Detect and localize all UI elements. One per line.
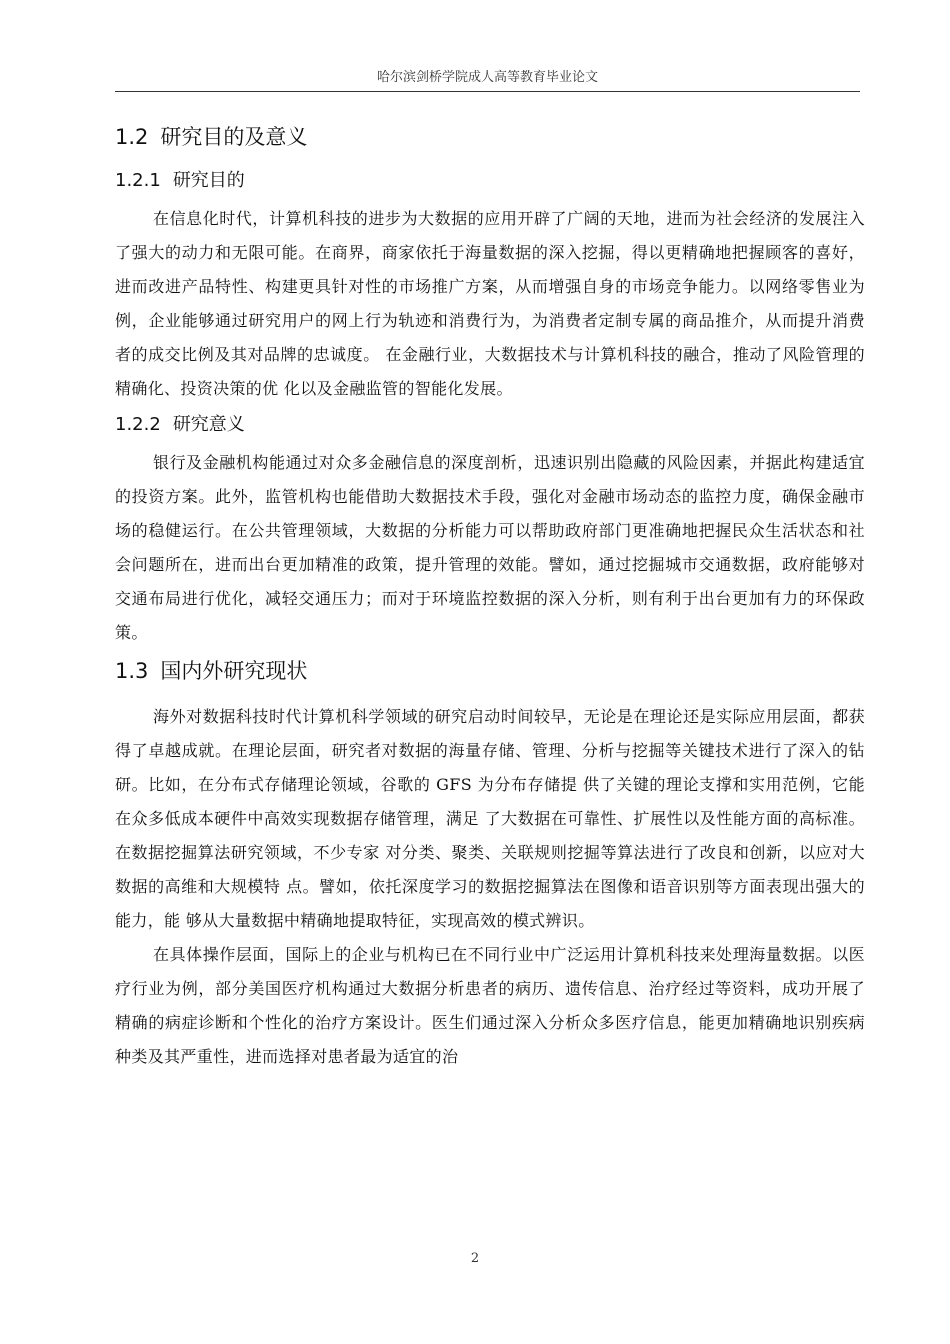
section-heading-1-3: 1.3 国内外研究现状	[115, 659, 308, 683]
document-body	[115, 120, 865, 1074]
section-heading-1-2-2: 1.2.2 研究意义	[115, 414, 245, 435]
page-number: 2	[470, 1251, 480, 1266]
section-heading-1-2: 1.2 研究目的及意义	[115, 125, 308, 149]
paragraph-research-status-1: 海外对数据科技时代计算机科学领域的研究启动时间较早，无论是在理论还是实际应用层面，都获得了卓越成就。在理论层面，研究者对数据的海量存储、管理、分析与挖掘等关键技术进行了深入的钻研。比如，在分布式存储理论领域，谷歌的 GFS 为分布存储提 供了关键的理论支撑和实用范例，它能在众多低成本硬件中高效实现数据存储管理，满足 了大数据在可靠性、扩展性以及性能方面的高标准。在数据挖掘算法研究领域，不少专家 对分类、聚类、关联规则挖掘等算法进行了改良和创新，以应对大数据的高维和大规模特 点。譬如，依托深度学习的数据挖掘算法在图像和语音识别等方面表现出强大的能力，能 够从大量数据中精确地提取特征，实现高效的模式辨识。	[115, 707, 865, 930]
paragraph-research-purpose: 在信息化时代，计算机科技的进步为大数据的应用开辟了广阔的天地，进而为社会经济的发展注入了强大的动力和无限可能。在商界，商家依托于海量数据的深入挖掘，得以更精确地把握顾客的喜好，进而改进产品特性、构建更具针对性的市场推广方案，从而增强自身的市场竞争能力。以网络零售业为例，企业能够通过研究用户的网上行为轨迹和消费行为，为消费者定制专属的商品推介，从而提升消费者的成交比例及其对品牌的忠诚度。 在金融行业，大数据技术与计算机科技的融合，推动了风险管理的精确化、投资决策的优 化以及金融监管的智能化发展。	[115, 209, 865, 398]
section-heading-1-2-1: 1.2.1 研究目的	[115, 170, 245, 191]
paragraph-research-significance: 银行及金融机构能通过对众多金融信息的深度剖析，迅速识别出隐藏的风险因素，并据此构建适宜的投资方案。此外，监管机构也能借助大数据技术手段，强化对金融市场动态的监控力度，确保金融市场的稳健运行。在公共管理领域，大数据的分析能力可以帮助政府部门更准确地把握民众生活状态和社会问题所在，进而出台更加精准的政策，提升管理的效能。譬如，通过挖掘城市交通数据，政府能够对交通布局进行优化，减轻交通压力；而对于环境监控数据的深入分析，则有利于出台更加有力的环保政策。	[115, 453, 865, 642]
page-header: 哈尔滨剑桥学院成人高等教育毕业论文	[115, 66, 860, 92]
paragraph-research-status-2: 在具体操作层面，国际上的企业与机构已在不同行业中广泛运用计算机科技来处理海量数据。以医疗行业为例，部分美国医疗机构通过大数据分析患者的病历、遗传信息、治疗经过等资料，成功开展了精确的病症诊断和个性化的治疗方案设计。医生们通过深入分析众多医疗信息，能更加精确地识别疾病种类及其严重性，进而选择对患者最为适宜的治	[115, 945, 865, 1066]
